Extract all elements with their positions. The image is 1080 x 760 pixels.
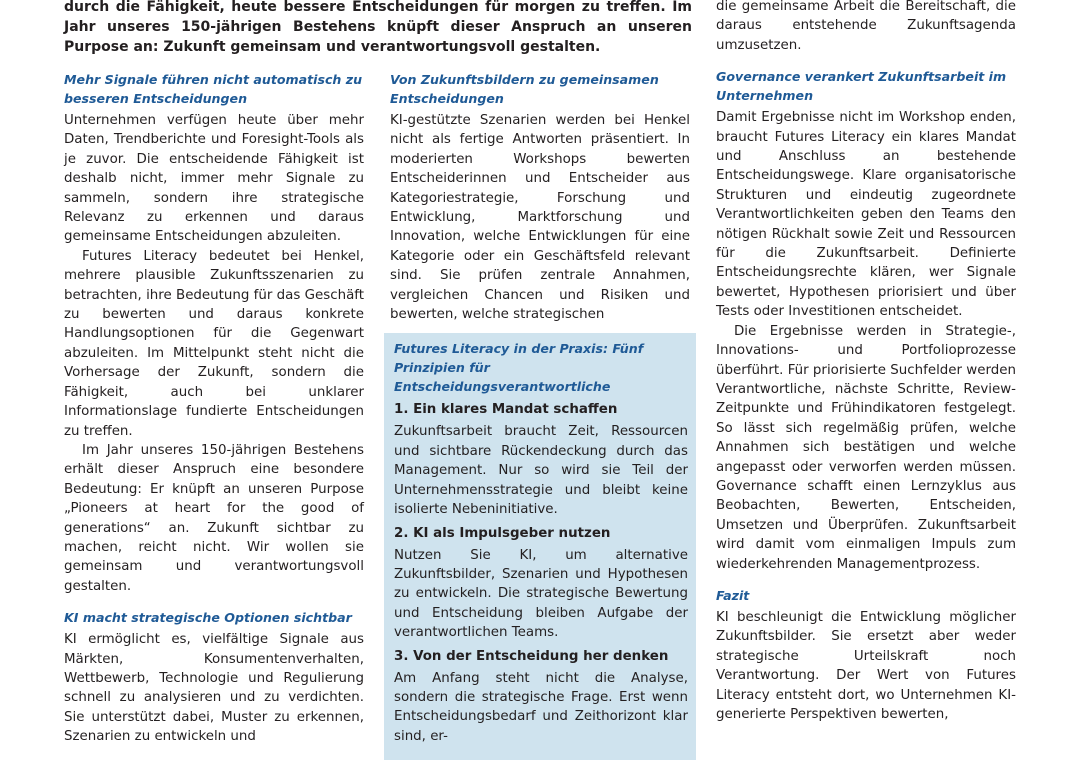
section-heading: Von Zukunftsbildern zu gemeinsamen Entscheidungen <box>390 72 659 106</box>
section-heading: Governance verankert Zukunftsarbeit im Unternehmen <box>716 69 1007 104</box>
section-heading: Mehr Signale führen nicht automatisch zu besseren Entscheidungen <box>64 72 363 106</box>
body-paragraph: Im Jahr unseres 150-jährigen Bestehens erhält dieser Anspruch eine besondere Bedeutung: Er knüpft an unseren Purpose „Pioneers at heart for the good of generations“ an. Zukunft sichtbar zu machen, reicht nicht. Wir wollen sie gemeinsam und verantwortungsvoll gestalten. <box>64 442 364 594</box>
body-paragraph: Futures Literacy bedeutet bei Henkel, mehrere plausible Zukunftsszenarien zu betrachten, ihre Bedeutung für das Geschäft zu bewerten und daraus konkrete Handlungsoptionen für die Gegenwart abzuleiten. Im Mittelpunkt steht nicht die Vorhersage der Zukunft, sondern die Fähigkeit, auch bei unklarer Informationslage fundierte Entscheidungen zu treffen. <box>64 248 364 439</box>
body-paragraph: die gemeinsame Arbeit die Bereitschaft, die daraus entstehende Zukunftsagenda umzusetzen. <box>716 0 1016 53</box>
principle-text: Nutzen Sie KI, um alternative Zukunftsbilder, Szenarien und Hypothesen zu entwickeln. Die strategische Bewertung und Entscheidung bleiben Aufgabe der verantwortlichen Teams. <box>394 547 688 641</box>
section-heading: KI macht strategische Optionen sichtbar <box>64 610 352 626</box>
body-paragraph: KI-gestützte Szenarien werden bei Henkel nicht als fertige Antworten präsentiert. In moderierten Workshops bewerten Entscheiderinnen und Entscheider aus Kategoriestrategie, Forschung und Entwicklung, Marktforschung und Innovation, welche Entwicklungen für eine Kategorie oder ein Geschäftsfeld relevant sind. Sie prüfen zentrale Annahmen, vergleichen Chancen und Risiken und bewerten, welche strategischen <box>390 113 690 323</box>
body-paragraph: Die Ergebnisse werden in Strategie-, Innovations- und Portfolioprozesse überführt. Für priorisierte Suchfelder werden Verantwortliche, nächste Schritte, Review-Zeitpunkte und Frühindikatoren festgelegt. So lässt sich regelmäßig prüfen, welche Annahmen sich bestätigen und welche angepasst oder verworfen werden müssen. Governance schafft einen Lernzyklus aus Beobachten, Bewerten, Entscheiden, Umsetzen und Überprüfen. Zukunftsarbeit wird damit vom einmaligen Impuls zum wiederkehrenden Managementprozess. <box>716 323 1016 572</box>
section-heading: Fazit <box>716 587 750 603</box>
principle-heading: 3. Von der Entscheidung her denken <box>394 648 669 664</box>
body-paragraph: KI beschleunigt die Entwicklung möglicher Zukunftsbilder. Sie ersetzt aber weder strategische Urteilskraft noch Verantwortung. Der Wert von Futures Literacy entsteht dort, wo Unternehmen KI-generierte Perspektiven bewerten, <box>716 609 1016 722</box>
body-paragraph: Damit Ergebnisse nicht im Workshop enden, braucht Futures Literacy ein klares Mandat und Anschluss an bestehende Entscheidungswege. Klare organisatorische Strukturen und eindeutig zugeordnete Verantwortlichkeiten geben den Teams den nötigen Rückhalt sowie Zeit und Ressourcen für die Zukunftsarbeit. Definierte Entscheidungsrechte klären, wer Signale bewertet, Hypothesen priorisiert und über Tests oder Investitionen entscheidet. <box>716 110 1016 320</box>
column-right <box>716 0 1016 724</box>
principles-sidebar-box <box>384 333 696 760</box>
body-paragraph: KI ermöglicht es, vielfältige Signale aus Märkten, Konsumentenverhalten, Wettbewerb, Technologie und Regulierung schnell zu analysieren und zu verdichten. Sie unterstützt dabei, Muster zu erkennen, Szenarien zu entwickeln und <box>64 632 364 745</box>
principle-heading: 2. KI als Impulsgeber nutzen <box>394 525 611 541</box>
column-middle <box>390 70 690 760</box>
principle-text: Am Anfang steht nicht die Analyse, sondern die strategische Frage. Erst wenn Entscheidungsbedarf und Zeithorizont klar sind, er- <box>394 670 688 744</box>
box-title: Futures Literacy in der Praxis: Fünf Prinzipien für Entscheidungsverantwortliche <box>394 341 644 395</box>
body-paragraph: Unternehmen verfügen heute über mehr Daten, Trendberichte und Foresight-Tools als je zuvor. Die entscheidende Fähigkeit ist deshalb nicht, immer mehr Signale zu sammeln, sondern ihre strategische Relevanz zu erkennen und daraus gemeinsame Entscheidungen abzuleiten. <box>64 113 364 245</box>
principle-heading: 1. Ein klares Mandat schaffen <box>394 402 618 418</box>
intro-paragraph: durch die Fähigkeit, heute bessere Entscheidungen für morgen zu treffen. Im Jahr unseres 150-jährigen Bestehens knüpft dieser Anspruch an unseren Purpose an: Zukunft gemeinsam und verantwortungsvoll gestalten. <box>64 0 692 55</box>
column-left <box>64 70 364 747</box>
principle-text: Zukunftsarbeit braucht Zeit, Ressourcen und sichtbare Rückendeckung durch das Management. Nur so wird sie Teil der Unternehmensstrategie und bleibt keine isolierte Nebeninitiative. <box>394 424 688 518</box>
